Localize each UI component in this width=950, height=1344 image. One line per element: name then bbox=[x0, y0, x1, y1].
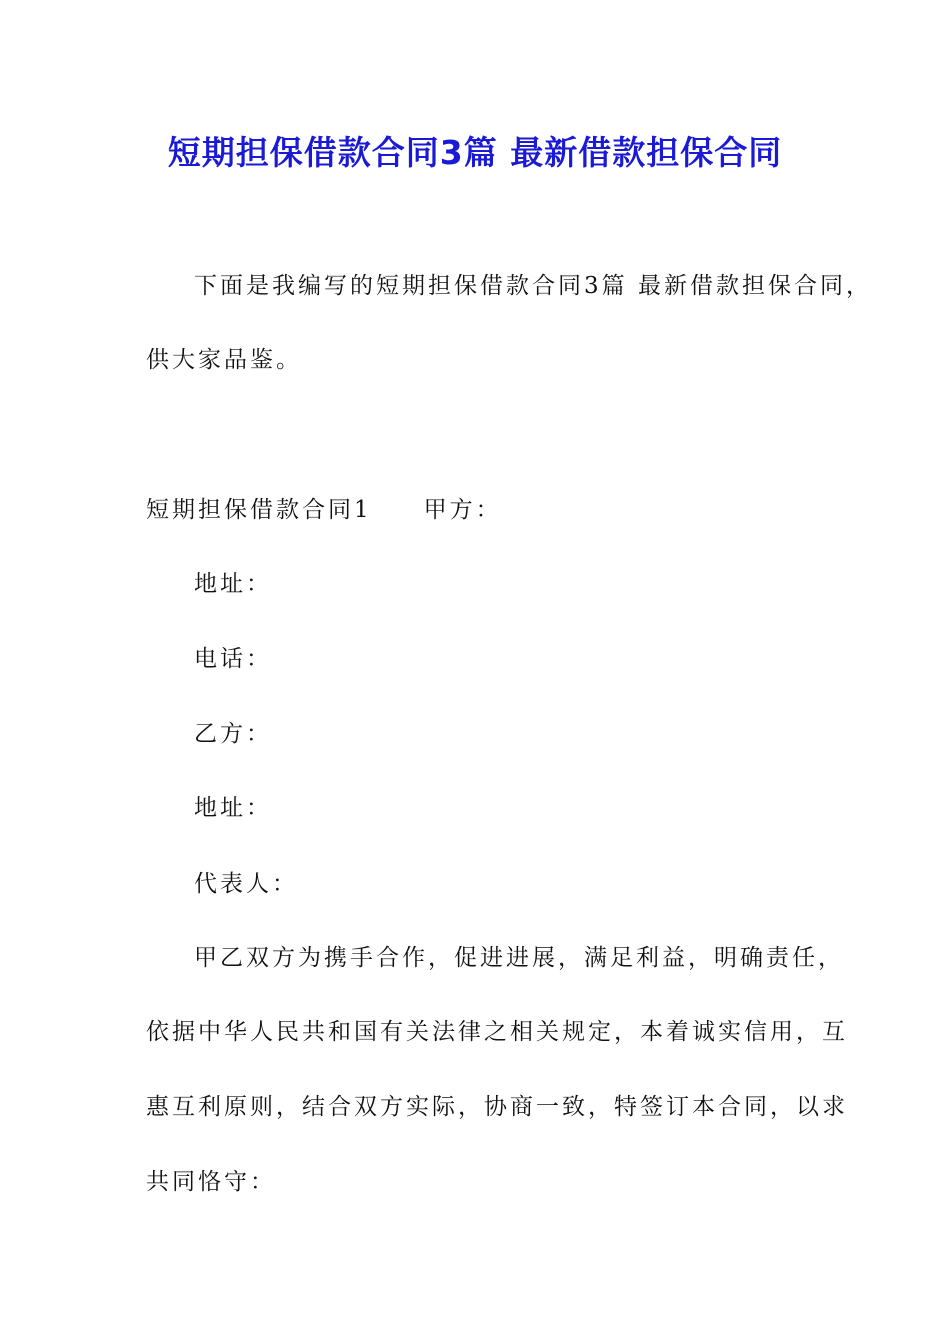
document-title: 短期担保借款合同3篇 最新借款担保合同 bbox=[167, 133, 783, 172]
section-heading-line bbox=[146, 492, 502, 528]
field-representative: 代表人： bbox=[194, 871, 298, 897]
field-party-b: 乙方： bbox=[194, 721, 272, 747]
body-line-2: 依据中华人民共和国有关法律之相关规定，本着诚实信用，互 bbox=[146, 1019, 848, 1045]
field-phone: 电话： bbox=[194, 646, 272, 672]
intro-line-1: 下面是我编写的短期担保借款合同3篇 最新借款担保合同， bbox=[194, 273, 872, 299]
section-heading: 短期担保借款合同1 bbox=[146, 497, 372, 523]
intro-line-2: 供大家品鉴。 bbox=[146, 347, 302, 373]
field-address-a: 地址： bbox=[194, 571, 272, 597]
party-a-label: 甲方： bbox=[423, 497, 502, 523]
body-line-4: 共同恪守： bbox=[146, 1169, 276, 1195]
body-line-3: 惠互利原则，结合双方实际，协商一致，特签订本合同，以求 bbox=[146, 1094, 848, 1120]
body-line-1: 甲乙双方为携手合作，促进进展，满足利益，明确责任， bbox=[194, 945, 844, 971]
field-address-b: 地址： bbox=[194, 795, 272, 821]
